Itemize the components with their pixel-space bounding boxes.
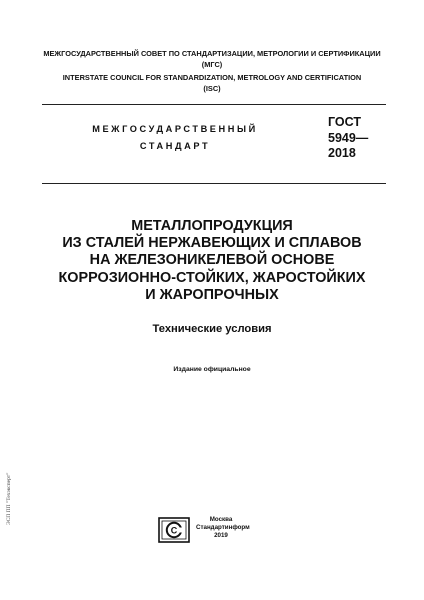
title-line2: ИЗ СТАЛЕЙ НЕРЖАВЕЮЩИХ И СПЛАВОВ	[62, 235, 362, 252]
council-name-ru: МЕЖГОСУДАРСТВЕННЫЙ СОВЕТ ПО СТАНДАРТИЗАЦИИ, МЕТРОЛОГИИ И СЕРТИФИКАЦИИ	[43, 49, 381, 58]
publisher-block	[196, 516, 250, 541]
standard-type-line1: МЕЖГОСУДАРСТВЕННЫЙ	[92, 124, 258, 134]
side-stamp: ЭСП ПП "Техэксперт"	[6, 472, 12, 525]
publisher-name: Стандартинформ	[196, 524, 250, 532]
gost-prefix: ГОСТ	[328, 115, 361, 129]
top-divider	[42, 104, 386, 105]
council-header	[0, 49, 424, 94]
title-line4: КОРРОЗИОННО-СТОЙКИХ, ЖАРОСТОЙКИХ	[58, 269, 366, 286]
document-title	[0, 218, 424, 304]
standard-type-line2: СТАНДАРТ	[139, 141, 211, 151]
logo-letter: С	[170, 525, 178, 536]
title-line1: МЕТАЛЛОПРОДУКЦИЯ	[131, 218, 293, 234]
bottom-divider	[42, 183, 386, 184]
council-abbr-en: (ISC)	[203, 83, 221, 93]
publisher-city: Москва	[209, 516, 233, 523]
edition-note: Издание официальное	[173, 366, 251, 373]
title-line5: И ЖАРОПРОЧНЫХ	[145, 286, 279, 303]
gost-designation	[328, 115, 368, 162]
gost-number: 5949—	[328, 130, 369, 145]
document-subtitle: Технические условия	[152, 323, 272, 335]
standartinform-logo-icon	[158, 517, 190, 543]
council-name-en: INTERSTATE COUNCIL FOR STANDARDIZATION, METROLOGY AND CERTIFICATION	[62, 73, 362, 82]
standard-type	[70, 121, 280, 155]
title-line3: НА ЖЕЛЕЗОНИКЕЛЕВОЙ ОСНОВЕ	[89, 252, 335, 269]
publisher-year: 2019	[214, 532, 228, 540]
gost-year: 2018	[328, 146, 356, 160]
council-abbr-ru: (МГС)	[201, 59, 223, 69]
